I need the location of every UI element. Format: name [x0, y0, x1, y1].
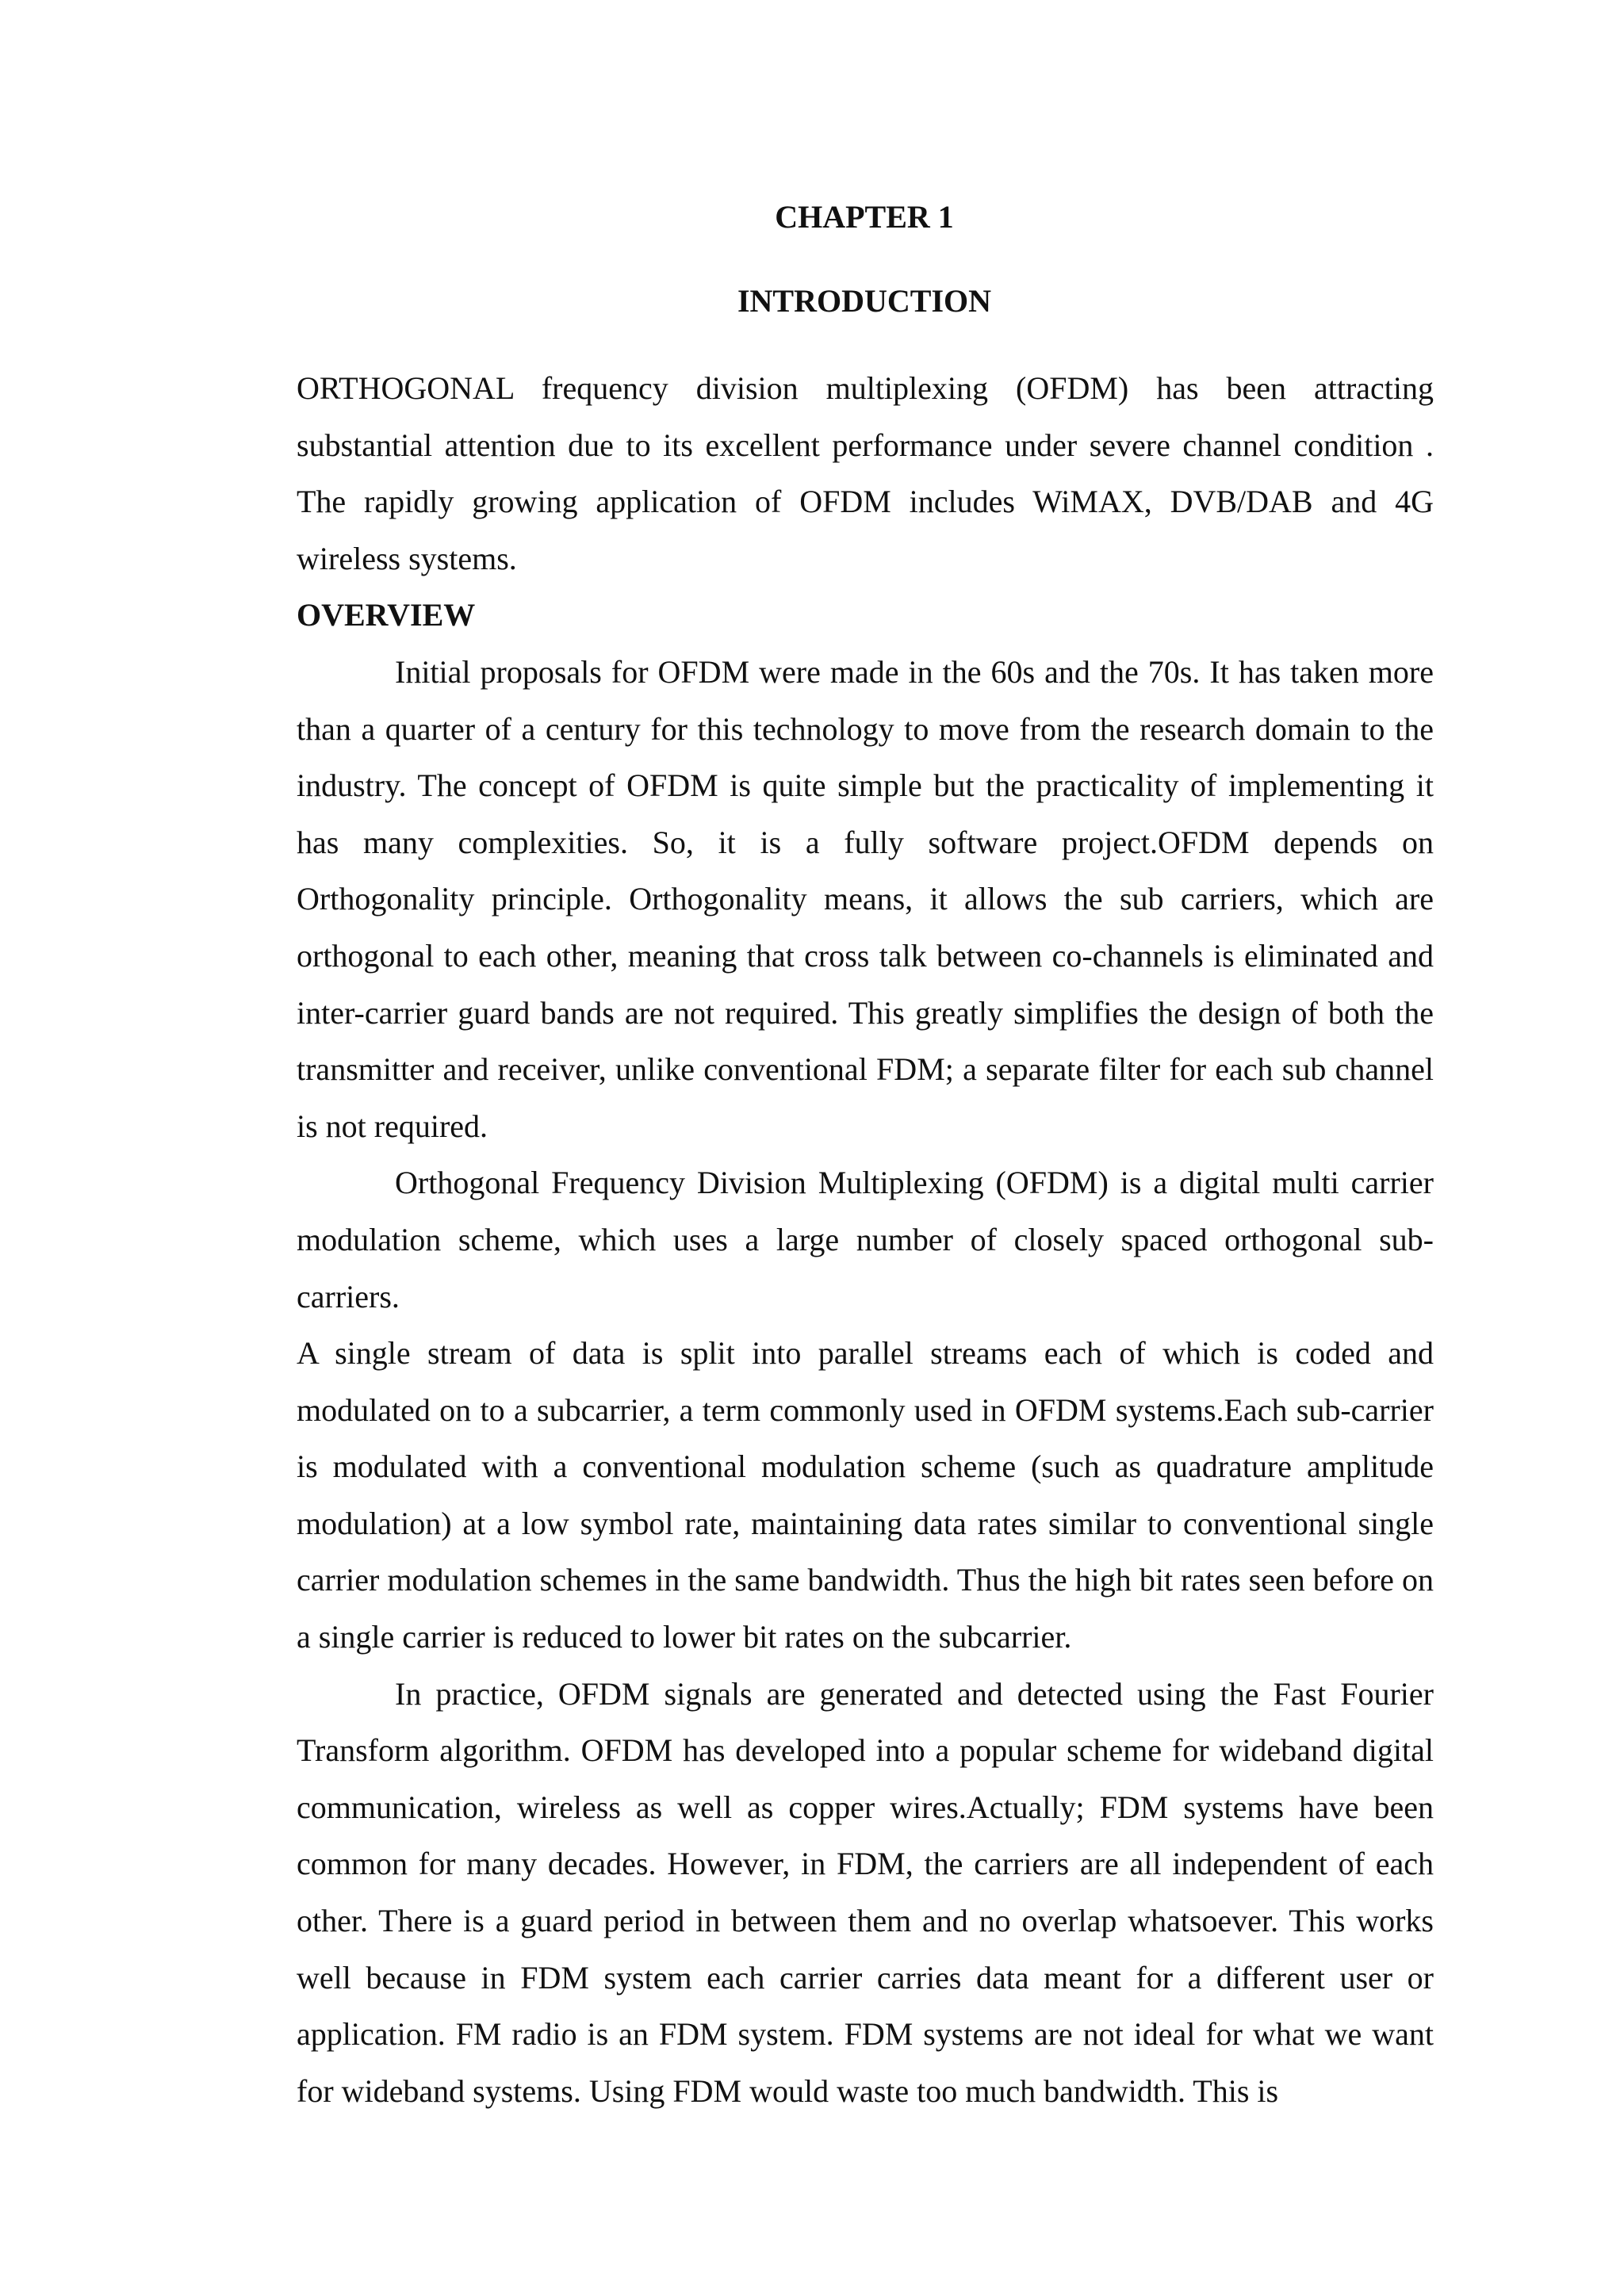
- overview-paragraph-4: In practice, OFDM signals are generated and detected using the Fast Fourier Transform algorithm. OFDM has developed into a popular scheme for wideband digital communication, wireless as well as copper wires.Actually; FDM systems have been common for many decades. However, in FDM, the carriers are all independent of each other. There is a guard period in between them and no overlap whatsoever. This works well because in FDM system each carrier carries data meant for a different user or application. FM radio is an FDM system. FDM systems are not ideal for what we want for wideband systems. Using FDM would waste too much bandwidth. This is: [297, 1675, 1434, 2109]
- overview-paragraph-2: Orthogonal Frequency Division Multiplexing (OFDM) is a digital multi carrier modulation scheme, which uses a large number of closely spaced orthogonal sub-carriers.: [297, 1165, 1434, 1314]
- body-text: [297, 360, 1434, 2119]
- overview-paragraph-1: Initial proposals for OFDM were made in the 60s and the 70s. It has taken more than a quarter of a century for this technology to move from the research domain to the industry. The concept of OFDM is quite simple but the practicality of implementing it has many complexities. So, it is a fully software project.OFDM depends on Orthogonality principle. Orthogonality means, it allows the sub carriers, which are orthogonal to each other, meaning that cross talk between co-channels is eliminated and inter-carrier guard bands are not required. This greatly simplifies the design of both the transmitter and receiver, unlike conventional FDM; a separate filter for each sub channel is not required.: [297, 653, 1434, 1144]
- section-heading-overview: OVERVIEW: [297, 597, 476, 633]
- overview-paragraph-3: A single stream of data is split into parallel streams each of which is coded and modulated on to a subcarrier, a term commonly used in OFDM systems.Each sub-carrier is modulated with a conventional modulation scheme (such as quadrature amplitude modulation) at a low symbol rate, maintaining data rates similar to conventional single carrier modulation schemes in the same bandwidth. Thus the high bit rates seen before on a single carrier is reduced to lower bit rates on the subcarrier.: [297, 1335, 1434, 1655]
- chapter-title: INTRODUCTION: [737, 283, 992, 319]
- intro-paragraph: ORTHOGONAL frequency division multiplexing (OFDM) has been attracting substantial attention due to its excellent performance under severe channel condition . The rapidly growing application of OFDM includes WiMAX, DVB/DAB and 4G wireless systems.: [297, 370, 1434, 576]
- chapter-number: CHAPTER 1: [775, 199, 954, 235]
